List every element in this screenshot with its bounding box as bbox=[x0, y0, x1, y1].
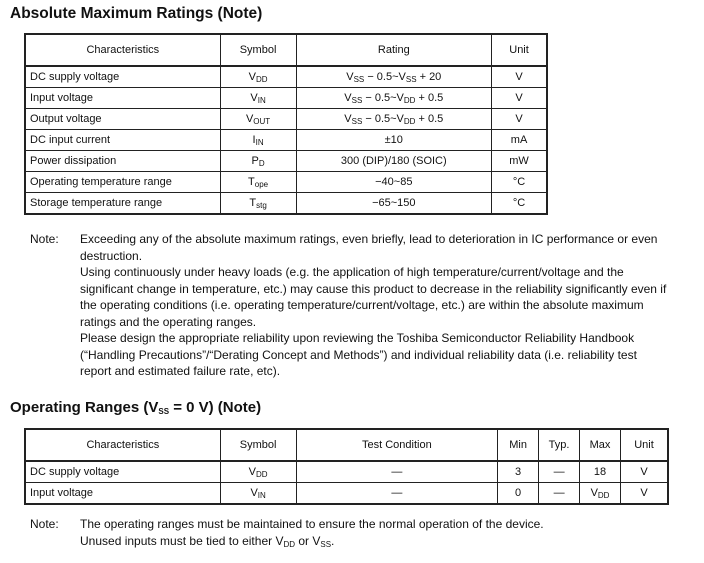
cell-characteristic: Operating temperature range bbox=[26, 172, 221, 193]
cell-typ: — bbox=[539, 483, 580, 504]
cell-symbol: $V_{DD}$ bbox=[220, 461, 296, 483]
table-row bbox=[26, 88, 547, 109]
cell-symbol: $I_{IN}$ bbox=[220, 130, 296, 151]
cell-symbol: $T_{ope}$ bbox=[220, 172, 296, 193]
cell-max: 18 bbox=[580, 461, 621, 483]
absolute-max-ratings-table bbox=[25, 34, 547, 214]
cell-unit: mW bbox=[492, 151, 547, 172]
table-row bbox=[26, 66, 547, 88]
cell-symbol: $V_{IN}$ bbox=[220, 483, 296, 504]
cell-unit: V bbox=[492, 109, 547, 130]
note-paragraph: Using continuously under heavy loads (e.g. the application of high temperature/current/voltage and the significant change in temperature, etc.) may cause this product to decrease in the reliability significantly even if the operating conditions (i.e. operating temperature/current/voltage, etc.) are within the absolute maximum ratings and the operating ranges. bbox=[80, 265, 667, 329]
cell-min: 0 bbox=[498, 483, 539, 504]
note-body bbox=[80, 231, 670, 380]
cell-symbol: $T_{stg}$ bbox=[220, 193, 296, 214]
note-paragraph: Unused inputs must be tied to either $V_{DD}$ or $V_{SS}$. bbox=[80, 533, 335, 549]
header-symbol: Symbol bbox=[220, 430, 296, 462]
note-label: Note: bbox=[30, 232, 59, 246]
cell-rating: ±10 bbox=[296, 130, 492, 151]
cell-characteristic: Output voltage bbox=[26, 109, 221, 130]
cell-condition: — bbox=[296, 461, 498, 483]
note-paragraph: Exceeding any of the absolute maximum ratings, even briefly, lead to deterioration in IC performance or even destruction. bbox=[80, 232, 658, 263]
header-characteristics: Characteristics bbox=[26, 430, 221, 462]
header-typ: Typ. bbox=[539, 430, 580, 462]
header-min: Min bbox=[498, 430, 539, 462]
table-row bbox=[26, 151, 547, 172]
table-row bbox=[26, 193, 547, 214]
cell-symbol: $V_{IN}$ bbox=[220, 88, 296, 109]
operating-ranges-table bbox=[25, 429, 668, 504]
table-row bbox=[26, 483, 668, 504]
cell-min: 3 bbox=[498, 461, 539, 483]
note-paragraph: The operating ranges must be maintained to ensure the normal operation of the device. bbox=[80, 517, 544, 531]
cell-rating: $V_{SS}$ − $0.5\sim V_{DD} + 0.5$ bbox=[296, 109, 492, 130]
note-body bbox=[80, 516, 544, 553]
table-header-row bbox=[26, 430, 668, 462]
cell-symbol: $V_{OUT}$ bbox=[220, 109, 296, 130]
table-row bbox=[26, 130, 547, 151]
cell-characteristic: Input voltage bbox=[26, 88, 221, 109]
cell-characteristic: DC input current bbox=[26, 130, 221, 151]
cell-max: $V_{DD}$ bbox=[580, 483, 621, 504]
cell-characteristic: Input voltage bbox=[26, 483, 221, 504]
cell-rating: $V_{SS}$ − $0.5\sim V_{DD} + 0.5$ bbox=[296, 88, 492, 109]
section-title-operating-ranges: Operating Ranges ($V_{SS} = 0$ V) (Note) bbox=[10, 399, 262, 416]
cell-unit: V bbox=[621, 483, 668, 504]
cell-rating: −65~150 bbox=[296, 193, 492, 214]
table-row bbox=[26, 172, 547, 193]
cell-characteristic: DC supply voltage bbox=[26, 66, 221, 88]
cell-unit: V bbox=[492, 88, 547, 109]
table-header-row bbox=[26, 35, 547, 67]
header-test-condition: Test Condition bbox=[296, 430, 498, 462]
cell-unit: mA bbox=[492, 130, 547, 151]
header-characteristics: Characteristics bbox=[26, 35, 221, 67]
cell-typ: — bbox=[539, 461, 580, 483]
section-title-absolute-max: Absolute Maximum Ratings (Note) bbox=[10, 5, 263, 22]
table-row bbox=[26, 461, 668, 483]
cell-unit: V bbox=[621, 461, 668, 483]
cell-characteristic: Storage temperature range bbox=[26, 193, 221, 214]
cell-rating: $V_{SS}$ − $0.5\sim V_{SS} + 20$ bbox=[296, 66, 492, 88]
cell-unit: V bbox=[492, 66, 547, 88]
header-unit: Unit bbox=[621, 430, 668, 462]
cell-symbol: $P_D$ bbox=[220, 151, 296, 172]
header-symbol: Symbol bbox=[220, 35, 296, 67]
cell-unit: °C bbox=[492, 172, 547, 193]
cell-rating: 300 (DIP)/180 (SOIC) bbox=[296, 151, 492, 172]
cell-condition: — bbox=[296, 483, 498, 504]
header-rating: Rating bbox=[296, 35, 492, 67]
table-row bbox=[26, 109, 547, 130]
header-max: Max bbox=[580, 430, 621, 462]
note-label: Note: bbox=[30, 517, 59, 531]
cell-characteristic: Power dissipation bbox=[26, 151, 221, 172]
cell-rating: −40~85 bbox=[296, 172, 492, 193]
cell-symbol: $V_{DD}$ bbox=[220, 66, 296, 88]
note-paragraph: Please design the appropriate reliability upon reviewing the Toshiba Semiconductor Reliability Handbook (“Handling Precautions”/“Derating Concept and Methods”) and individual reliability data (i.e. reliability test report and estimated failure rate, etc). bbox=[80, 331, 637, 378]
cell-unit: °C bbox=[492, 193, 547, 214]
cell-characteristic: DC supply voltage bbox=[26, 461, 221, 483]
header-unit: Unit bbox=[492, 35, 547, 67]
